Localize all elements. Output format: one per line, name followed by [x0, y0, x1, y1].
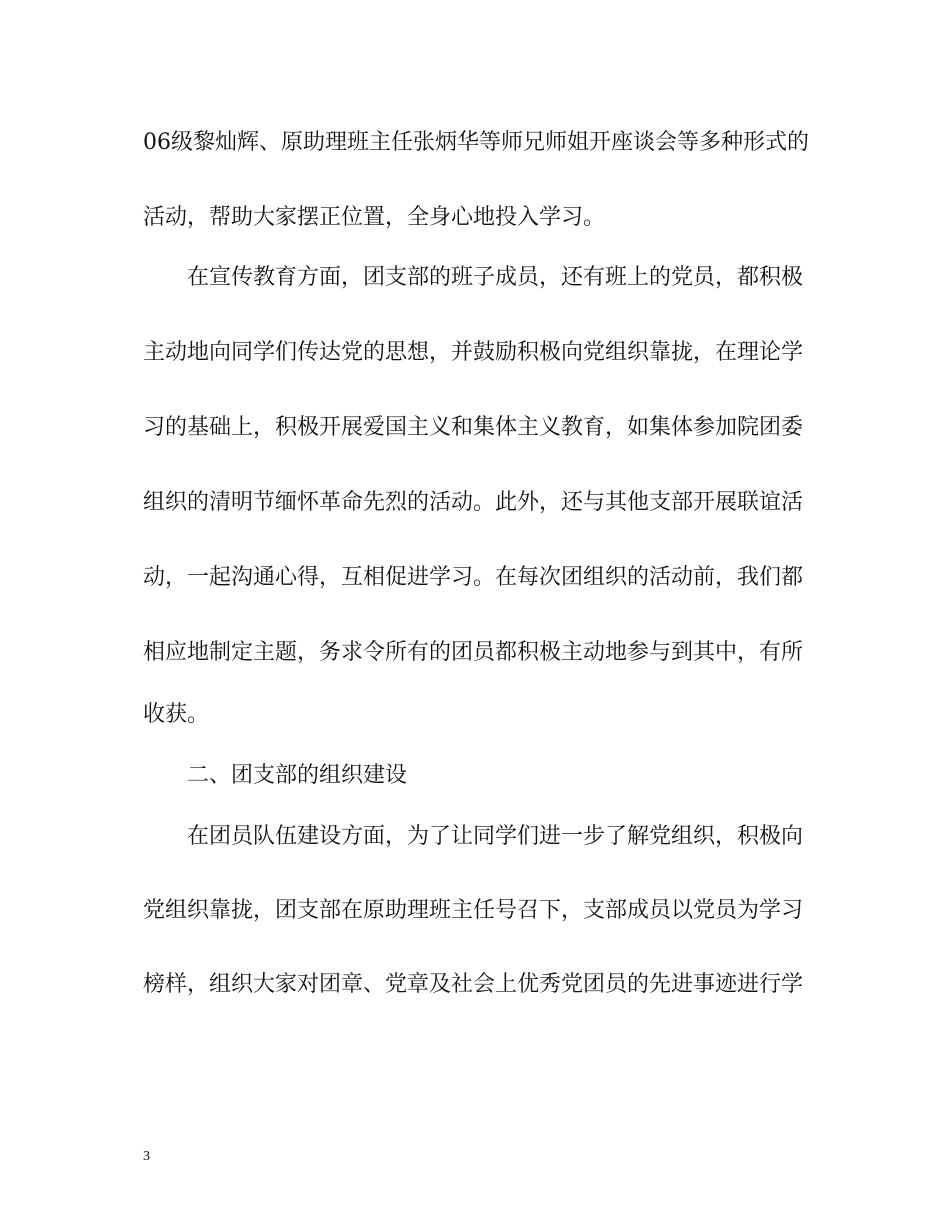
text-line: 活动，帮助大家摆正位置，全身心地投入学习。	[143, 205, 606, 230]
text-line: 主动地向同学们传达党的思想，并鼓励积极向党组织靠拢，在理论学	[143, 340, 804, 365]
paragraph-start: 在宣传教育方面，团支部的班子成员，还有班上的党员，都积极	[187, 265, 804, 290]
text-line: 榜样，组织大家对团章、党章及社会上优秀党团员的先进事迹进行学	[143, 972, 804, 997]
text-line: 06级黎灿辉、原助理班主任张炳华等师兄师姐开座谈会等多种形式的	[143, 130, 809, 155]
paragraph-start: 在团员队伍建设方面，为了让同学们进一步了解党组织，积极向	[187, 824, 804, 849]
page-number: 3	[143, 1149, 150, 1164]
text-line: 相应地制定主题，务求令所有的团员都积极主动地参与到其中，有所	[143, 640, 804, 665]
text-line: 组织的清明节缅怀革命先烈的活动。此外，还与其他支部开展联谊活	[143, 490, 804, 515]
text-line: 动，一起沟通心得，互相促进学习。在每次团组织的活动前，我们都	[143, 565, 804, 590]
text-line: 收获。	[143, 702, 210, 727]
text-line: 党组织靠拢，团支部在原助理班主任号召下，支部成员以党员为学习	[143, 898, 804, 923]
section-heading: 二、团支部的组织建设	[187, 763, 408, 788]
text-line: 习的基础上，积极开展爱国主义和集体主义教育，如集体参加院团委	[143, 415, 804, 440]
